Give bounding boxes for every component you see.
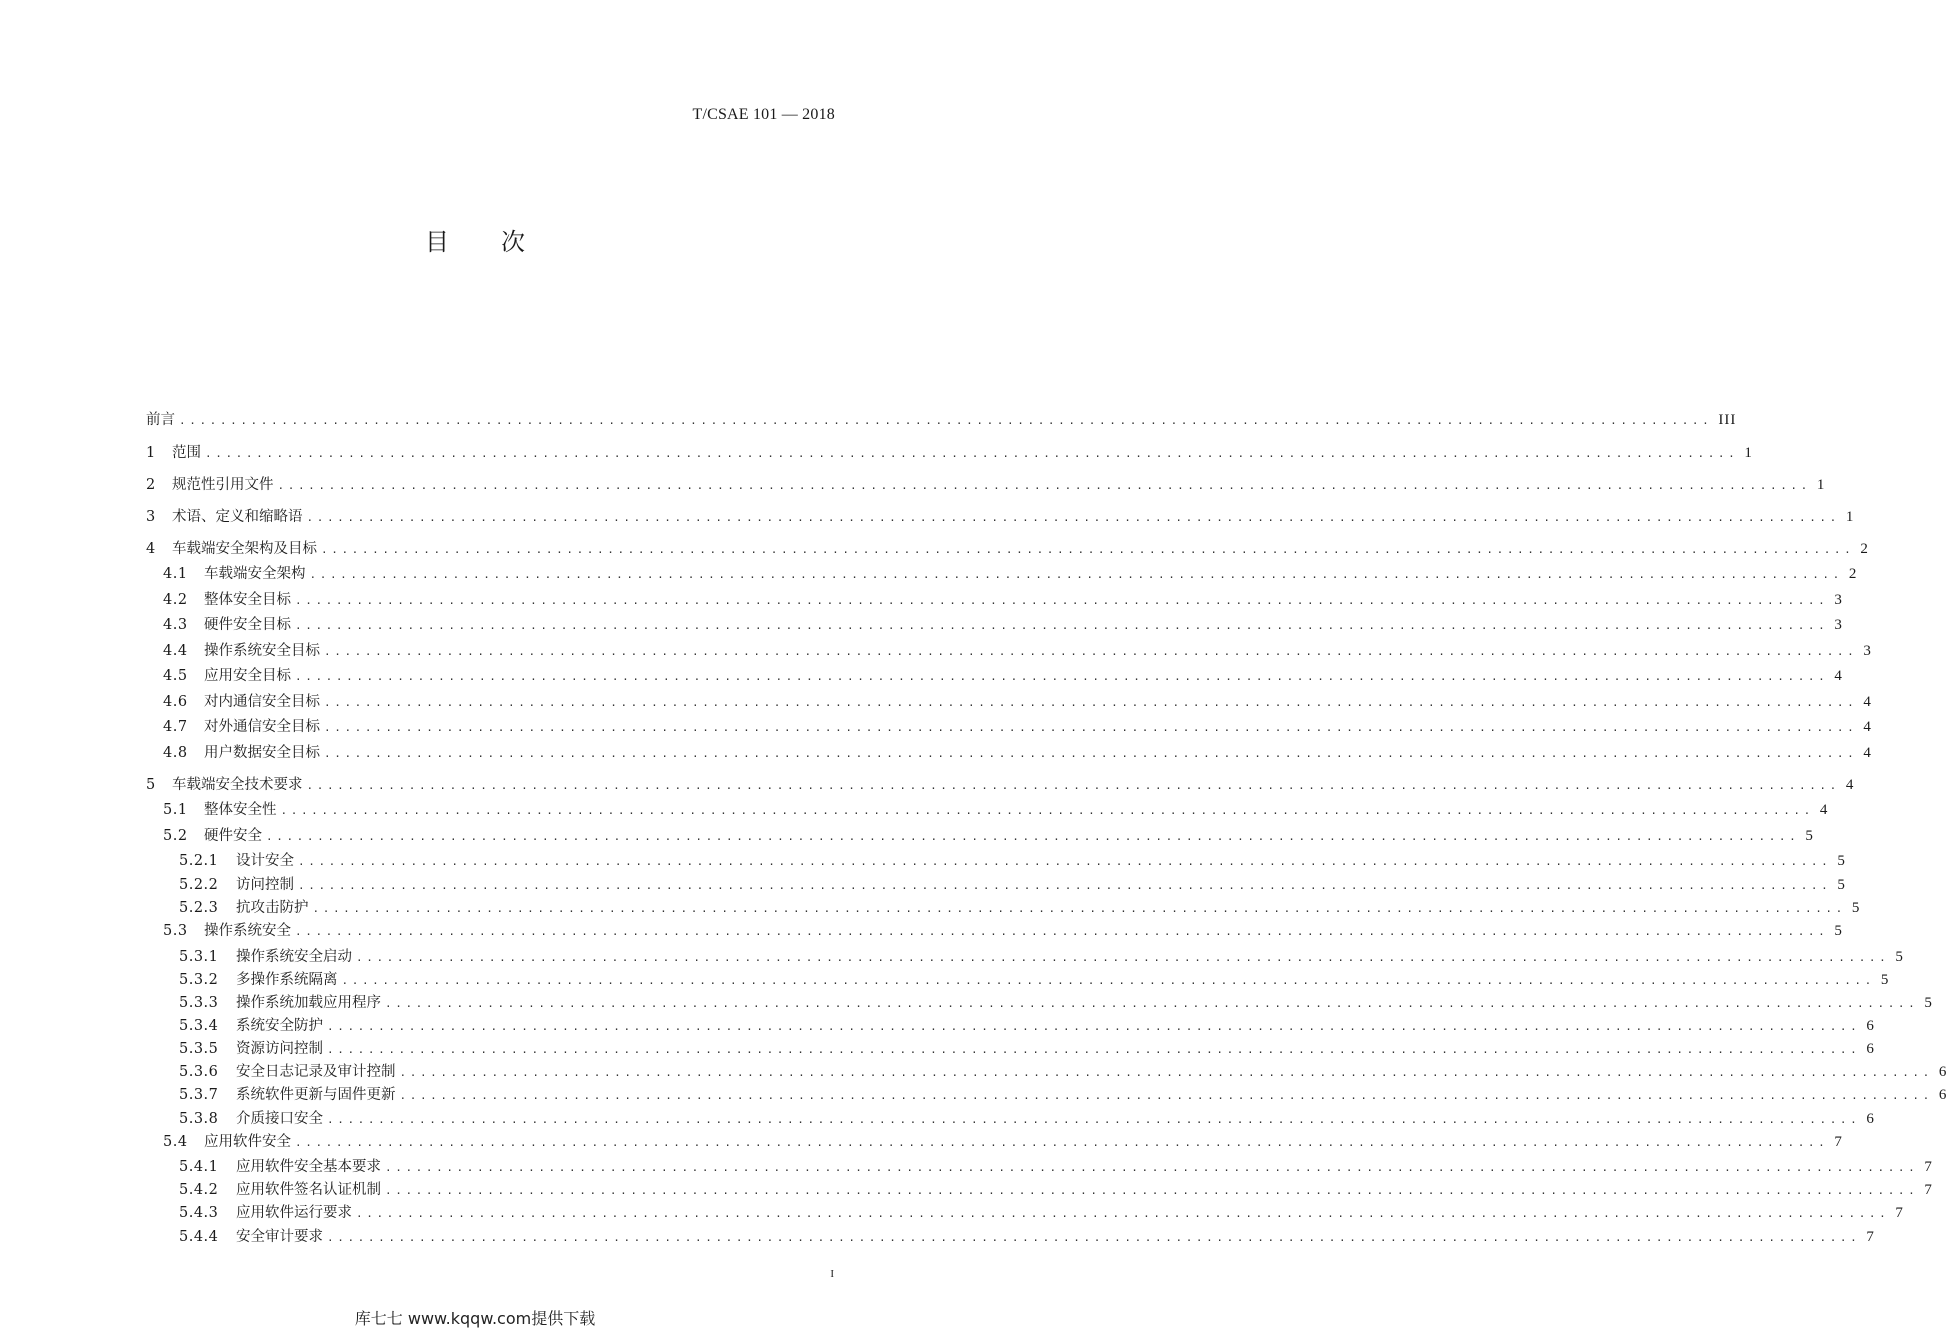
toc-entry-label: 系统安全防护	[236, 1018, 323, 1034]
toc-entry-page: 5	[1834, 923, 1843, 939]
toc-entry-page: 5	[1837, 877, 1846, 893]
toc-entry-5-4[interactable]	[163, 1130, 1843, 1152]
toc-title	[0, 222, 950, 257]
toc-entry-number: 5.3.6	[179, 1064, 219, 1080]
toc-entry-page: 5	[1805, 828, 1814, 844]
toc-leader-dots: ......................................................................................................................................................	[324, 645, 1858, 658]
toc-leader-dots: ......................................................................................................................................................	[280, 804, 1814, 817]
toc-entry-number: 4.8	[163, 745, 188, 761]
toc-leader-dots: ......................................................................................................................................................	[356, 951, 1890, 964]
toc-entry-page: 6	[1866, 1018, 1875, 1034]
toc-entry-page: 5	[1924, 995, 1933, 1011]
toc-leader-dots: ......................................................................................................................................................	[298, 879, 1832, 892]
toc-entry-page: 7	[1834, 1134, 1843, 1150]
toc-entry-label: 整体安全性	[204, 802, 277, 818]
toc-entry-number: 4.5	[163, 668, 188, 684]
toc-entry-5-3-1[interactable]	[179, 945, 1904, 967]
toc-entry-label: 抗攻击防护	[236, 900, 309, 916]
toc-entry-4-5[interactable]	[163, 664, 1843, 686]
toc-entry-5-2-2[interactable]	[179, 873, 1846, 895]
toc-entry-page: 1	[1744, 445, 1753, 461]
toc-entry-5[interactable]	[146, 773, 1855, 795]
toc-leader-dots: ......................................................................................................................................................	[295, 670, 1829, 683]
toc-entry-label: 硬件安全目标	[204, 617, 291, 633]
toc-entry-number: 4.2	[163, 592, 188, 608]
toc-entry-label: 介质接口安全	[236, 1111, 323, 1127]
toc-entry-number: 5.3	[163, 923, 188, 939]
toc-entry-5-3-5[interactable]	[179, 1037, 1875, 1059]
toc-entry-1[interactable]	[146, 441, 1753, 463]
toc-entry-5-3-3[interactable]	[179, 991, 1933, 1013]
toc-leader-dots: ......................................................................................................................................................	[356, 1207, 1890, 1220]
toc-leader-dots: ......................................................................................................................................................	[399, 1066, 1933, 1079]
toc-entry-5-1[interactable]	[163, 798, 1829, 820]
toc-entry-page: 5	[1851, 900, 1861, 916]
toc-entry-label: 规范性引用文件	[172, 477, 274, 493]
toc-entry-4-7[interactable]	[163, 715, 1872, 737]
toc-entry-label: 对内通信安全目标	[204, 694, 320, 710]
toc-entry-page: 5	[1895, 949, 1904, 965]
toc-leader-dots: ......................................................................................................................................................	[327, 1043, 1861, 1056]
toc-leader-dots: ......................................................................................................................................................	[324, 747, 1858, 760]
download-watermark: 库七七 www.kqqw.com提供下载	[354, 1309, 596, 1328]
toc-entry-number: 5.3.7	[179, 1087, 219, 1103]
toc-entry-number: 4.3	[163, 617, 188, 633]
toc-entry-label: 硬件安全	[204, 828, 262, 844]
toc-leader-dots: ......................................................................................................................................................	[385, 1161, 1919, 1174]
toc-entry-4-2[interactable]	[163, 588, 1843, 610]
toc-entry-page: 2	[1860, 541, 1869, 557]
toc-leader-dots: ......................................................................................................................................................	[295, 594, 1829, 607]
toc-entry-number: 4.1	[163, 566, 188, 582]
toc-entry-5-3-2[interactable]	[179, 968, 1890, 990]
toc-entry-number: 4.6	[163, 694, 188, 710]
toc-entry-number: 5.4	[163, 1134, 188, 1150]
toc-entry-page: 7	[1866, 1229, 1875, 1245]
toc-entry-3[interactable]	[146, 505, 1855, 527]
toc-entry-5-4-4[interactable]	[179, 1225, 1875, 1247]
toc-entry-label: 前言	[146, 412, 175, 428]
toc-entry-label: 车载端安全架构及目标	[172, 541, 317, 557]
toc-entry-5-2-1[interactable]	[179, 849, 1846, 871]
toc-leader-dots: ......................................................................................................................................................	[327, 1231, 1861, 1244]
toc-entry-label: 操作系统安全目标	[204, 643, 320, 659]
toc-entry-5-3-8[interactable]	[179, 1107, 1875, 1129]
toc-entry-number: 3	[146, 509, 156, 525]
toc-entry-4-3[interactable]	[163, 613, 1843, 635]
toc-entry-2[interactable]	[146, 473, 1826, 495]
page-number: I	[830, 1268, 834, 1280]
toc-entry-label: 安全审计要求	[236, 1229, 323, 1245]
toc-entry-label: 应用软件安全	[204, 1134, 291, 1150]
toc-entry-number: 2	[146, 477, 156, 493]
toc-entry-number: 5	[146, 777, 156, 793]
toc-entry-label: 应用软件安全基本要求	[236, 1159, 381, 1175]
toc-entry-label: 范围	[172, 445, 201, 461]
toc-entry-label: 应用软件运行要求	[236, 1205, 352, 1221]
toc-entry-5-4-1[interactable]	[179, 1155, 1933, 1177]
toc-leader-dots: ......................................................................................................................................................	[399, 1089, 1933, 1102]
toc-entry-page: 4	[1845, 777, 1855, 793]
toc-leader-dots: ......................................................................................................................................................	[385, 1184, 1919, 1197]
toc-leader-dots: ......................................................................................................................................................	[295, 925, 1829, 938]
toc-entry-5-3-4[interactable]	[179, 1014, 1875, 1036]
toc-entry-number: 5.4.2	[179, 1182, 219, 1198]
toc-entry-preface[interactable]	[146, 408, 1737, 430]
toc-entry-number: 5.1	[163, 802, 188, 818]
toc-entry-page: 7	[1924, 1182, 1933, 1198]
toc-entry-page: 7	[1895, 1205, 1904, 1221]
toc-leader-dots: ......................................................................................................................................................	[385, 997, 1919, 1010]
toc-entry-number: 5.4.1	[179, 1159, 219, 1175]
toc-entry-page: 5	[1837, 853, 1846, 869]
toc-entry-5-4-2[interactable]	[179, 1178, 1933, 1200]
toc-entry-5-3-6[interactable]	[179, 1060, 1947, 1082]
toc-entry-label: 操作系统安全	[204, 923, 291, 939]
toc-entry-page: 3	[1863, 643, 1872, 659]
toc-title-part2: 次	[501, 228, 525, 256]
toc-entry-5-2[interactable]	[163, 824, 1814, 846]
toc-entry-number: 4	[146, 541, 156, 557]
toc-entry-4-4[interactable]	[163, 639, 1872, 661]
toc-entry-page: 1	[1816, 477, 1826, 493]
toc-entry-label: 访问控制	[236, 877, 294, 893]
toc-leader-dots: ......................................................................................................................................................	[298, 855, 1832, 868]
toc-entry-label: 设计安全	[236, 853, 294, 869]
toc-entry-5-3-7[interactable]	[179, 1083, 1947, 1105]
toc-entry-page: 4	[1834, 668, 1843, 684]
toc-entry-page: 1	[1845, 509, 1855, 525]
toc-entry-label: 操作系统加载应用程序	[236, 995, 381, 1011]
toc-leader-dots: ......................................................................................................................................................	[306, 779, 1840, 792]
toc-entry-number: 4.4	[163, 643, 188, 659]
toc-leader-dots: ......................................................................................................................................................	[321, 543, 1855, 556]
toc-entry-4-8[interactable]	[163, 741, 1872, 763]
toc-entry-number: 4.7	[163, 719, 188, 735]
toc-entry-label: 操作系统安全启动	[236, 949, 352, 965]
toc-entry-page: III	[1718, 412, 1737, 428]
toc-title-part1: 目	[425, 228, 449, 256]
toc-entry-number: 5.2.1	[179, 853, 219, 869]
toc-leader-dots: ......................................................................................................................................................	[277, 479, 1811, 492]
toc-entry-page: 4	[1863, 694, 1872, 710]
toc-entry-number: 5.3.4	[179, 1018, 219, 1034]
toc-entry-number: 1	[146, 445, 156, 461]
toc-entry-label: 资源访问控制	[236, 1041, 323, 1057]
toc-entry-5-3[interactable]	[163, 919, 1843, 941]
toc-leader-dots: ......................................................................................................................................................	[324, 696, 1858, 709]
toc-leader-dots: ......................................................................................................................................................	[266, 830, 1800, 843]
toc-entry-page: 6	[1938, 1087, 1947, 1103]
toc-leader-dots: ......................................................................................................................................................	[327, 1020, 1861, 1033]
toc-entry-number: 5.4.4	[179, 1229, 219, 1245]
toc-entry-label: 对外通信安全目标	[204, 719, 320, 735]
toc-entry-4-1[interactable]	[163, 562, 1858, 584]
toc-entry-page: 3	[1834, 592, 1843, 608]
toc-entry-page: 3	[1834, 617, 1843, 633]
toc-entry-number: 5.2.2	[179, 877, 219, 893]
toc-entry-label: 用户数据安全目标	[204, 745, 320, 761]
toc-entry-page: 6	[1938, 1064, 1947, 1080]
toc-entry-label: 系统软件更新与固件更新	[236, 1087, 396, 1103]
toc-entry-number: 5.4.3	[179, 1205, 219, 1221]
toc-entry-page: 4	[1863, 719, 1872, 735]
toc-entry-label: 车载端安全架构	[204, 566, 306, 582]
toc-leader-dots: ......................................................................................................................................................	[205, 447, 1739, 460]
toc-entry-label: 术语、定义和缩略语	[172, 509, 303, 525]
toc-entry-number: 5.3.2	[179, 972, 219, 988]
toc-entry-page: 2	[1848, 566, 1858, 582]
toc-entry-label: 安全日志记录及审计控制	[236, 1064, 396, 1080]
toc-leader-dots: ......................................................................................................................................................	[309, 568, 1843, 581]
toc-entry-number: 5.2	[163, 828, 188, 844]
toc-entry-page: 6	[1866, 1111, 1875, 1127]
toc-entry-page: 6	[1866, 1041, 1875, 1057]
toc-entry-label: 应用软件签名认证机制	[236, 1182, 381, 1198]
toc-entry-page: 7	[1924, 1159, 1933, 1175]
document-code: T/CSAE 101 — 2018	[692, 106, 835, 123]
toc-entry-page: 4	[1863, 745, 1872, 761]
toc-entry-number: 5.2.3	[179, 900, 219, 916]
toc-leader-dots: ......................................................................................................................................................	[327, 1113, 1861, 1126]
toc-leader-dots: ......................................................................................................................................................	[306, 511, 1840, 524]
toc-entry-4[interactable]	[146, 537, 1869, 559]
toc-leader-dots: ......................................................................................................................................................	[341, 974, 1875, 987]
toc-entry-label: 整体安全目标	[204, 592, 291, 608]
toc-entry-5-2-3[interactable]	[179, 896, 1861, 918]
toc-entry-4-6[interactable]	[163, 690, 1872, 712]
toc-entry-label: 车载端安全技术要求	[172, 777, 303, 793]
toc-entry-number: 5.3.8	[179, 1111, 219, 1127]
toc-entry-number: 5.3.5	[179, 1041, 219, 1057]
toc-entry-number: 5.3.1	[179, 949, 219, 965]
toc-entry-label: 多操作系统隔离	[236, 972, 338, 988]
toc-leader-dots: ......................................................................................................................................................	[179, 414, 1713, 427]
toc-entry-page: 4	[1819, 802, 1829, 818]
toc-entry-number: 5.3.3	[179, 995, 219, 1011]
toc-entry-page: 5	[1880, 972, 1890, 988]
toc-leader-dots: ......................................................................................................................................................	[295, 619, 1829, 632]
toc-leader-dots: ......................................................................................................................................................	[295, 1136, 1829, 1149]
toc-leader-dots: ......................................................................................................................................................	[324, 721, 1858, 734]
toc-entry-label: 应用安全目标	[204, 668, 291, 684]
toc-leader-dots: ......................................................................................................................................................	[312, 902, 1846, 915]
toc-entry-5-4-3[interactable]	[179, 1201, 1904, 1223]
